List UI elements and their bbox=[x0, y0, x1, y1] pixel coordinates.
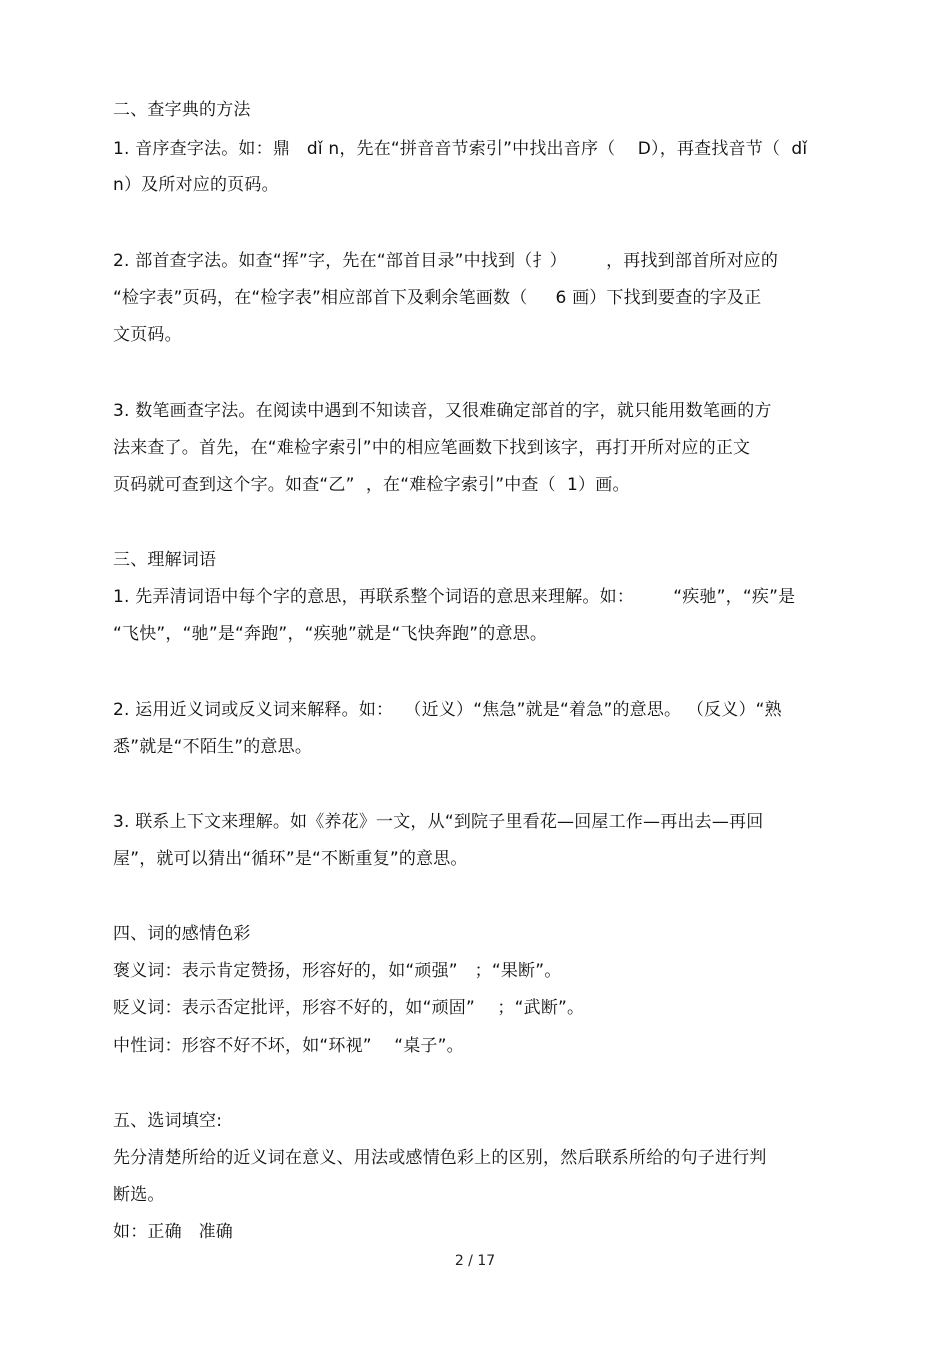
paragraph-line: 中性词：形容不好不坏，如“环视” “桌子”。 bbox=[113, 1036, 464, 1056]
paragraph-line: 页码就可查到这个字。如查“乙” ，在“难检字索引”中查（ 1）画。 bbox=[113, 475, 630, 495]
paragraph-line: 文页码。 bbox=[113, 325, 182, 345]
paragraph-line: 褒义词：表示肯定赞扬，形容好的，如“顽强” ；“果断”。 bbox=[113, 961, 562, 981]
paragraph-line: 法来查了。首先，在“难检字索引”中的相应笔画数下找到该字，再打开所对应的正文 bbox=[113, 438, 751, 458]
paragraph-line: 1. 先弄清词语中每个字的意思，再联系整个词语的意思来理解。如： “疾驰”，“疾”是 bbox=[113, 587, 796, 607]
paragraph-line: 3. 联系上下文来理解。如《养花》一文，从“到院子里看花—回屋工作—再出去—再回 bbox=[113, 812, 764, 832]
paragraph-line: 3. 数笔画查字法。在阅读中遇到不知读音，又很难确定部首的字，就只能用数笔画的方 bbox=[113, 401, 772, 421]
paragraph-line: 贬义词：表示否定批评，形容不好的，如“顽固” ；“武断”。 bbox=[113, 998, 585, 1018]
paragraph-line: 屋”，就可以猜出“循环”是“不断重复”的意思。 bbox=[113, 849, 468, 869]
paragraph-line: 2. 运用近义词或反义词来解释。如： （近义）“焦急”就是“着急”的意思。 （反义）“熟 bbox=[113, 700, 782, 720]
paragraph-line: 2. 部首查字法。如查“挥”字，先在“部首目录”中找到（扌） ，再找到部首所对应的 bbox=[113, 251, 779, 271]
paragraph-line: 1. 音序查字法。如：鼎 dǐ n，先在“拼音音节索引”中找出音序（ D），再查找音节（ dǐ bbox=[113, 139, 808, 159]
section-heading-words: 三、理解词语 bbox=[113, 550, 217, 570]
section-heading-dictionary: 二、查字典的方法 bbox=[113, 100, 251, 120]
page-number: 2 / 17 bbox=[454, 1253, 496, 1269]
paragraph-line: 如：正确 准确 bbox=[113, 1222, 234, 1242]
paragraph-line: 先分清楚所给的近义词在意义、用法或感情色彩上的区别，然后联系所给的句子进行判 bbox=[113, 1148, 767, 1168]
paragraph-line: “飞快”，“驰”是“奔跑”，“疾驰”就是“飞快奔跑”的意思。 bbox=[113, 624, 548, 644]
section-heading-sentiment: 四、词的感情色彩 bbox=[113, 924, 251, 944]
paragraph-line: 断选。 bbox=[113, 1185, 165, 1205]
paragraph-line: “检字表”页码，在“检字表”相应部首下及剩余笔画数（ 6 画）下找到要查的字及正 bbox=[113, 288, 762, 308]
section-heading-fill-blank: 五、选词填空: bbox=[113, 1111, 223, 1131]
paragraph-line: n）及所对应的页码。 bbox=[113, 175, 279, 195]
paragraph-line: 悉”就是“不陌生”的意思。 bbox=[113, 737, 313, 757]
